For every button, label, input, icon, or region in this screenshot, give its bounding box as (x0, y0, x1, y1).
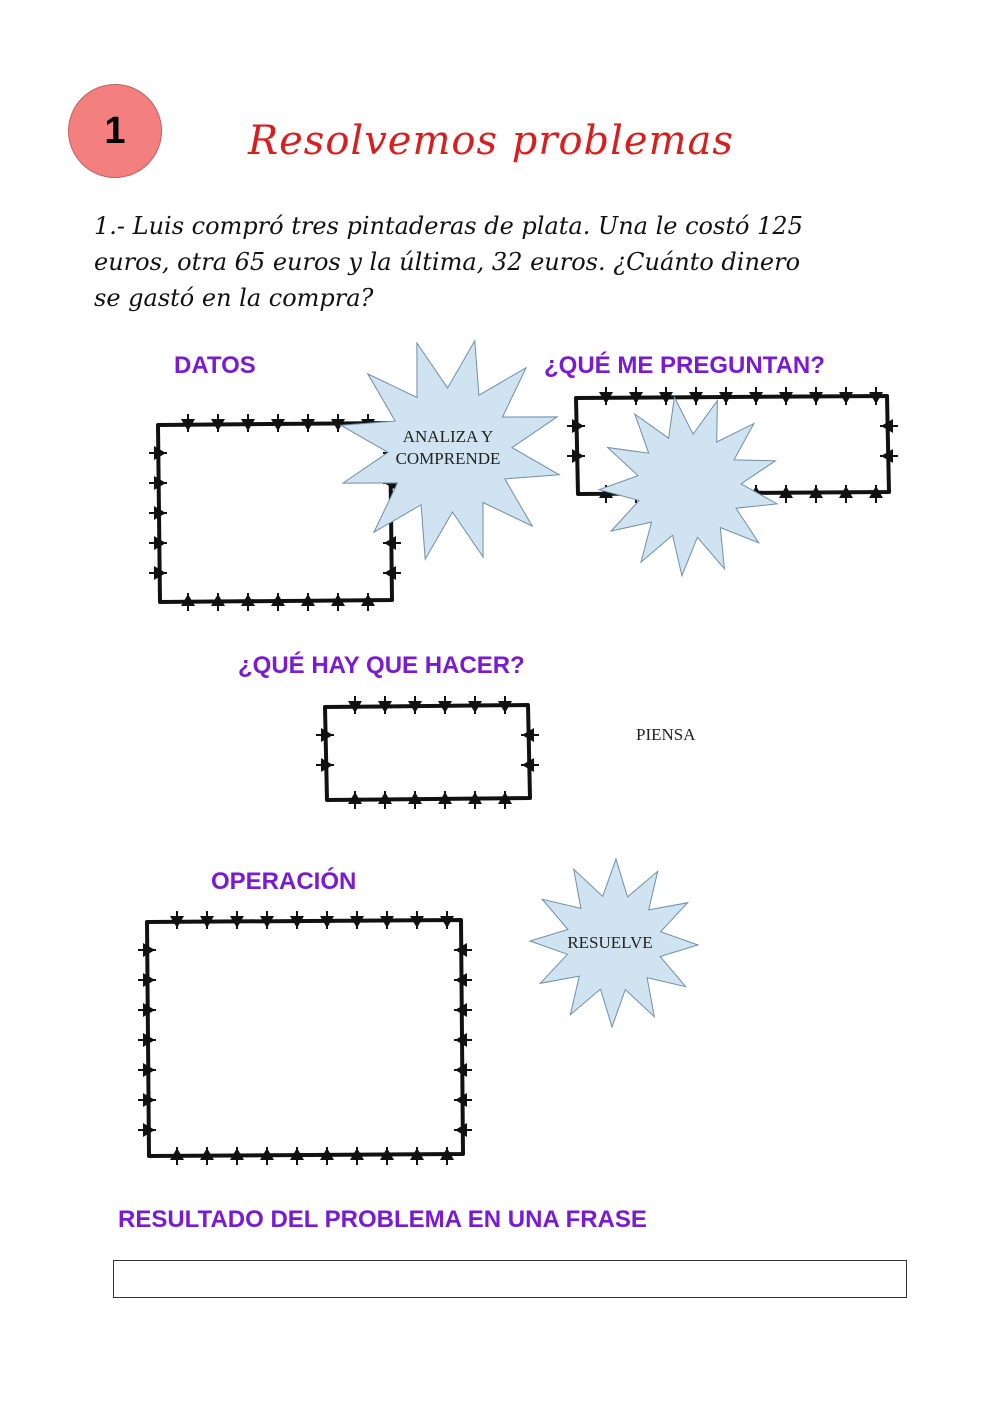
problem-line: euros, otra 65 euros y la última, 32 euros. ¿Cuánto dinero (94, 248, 801, 276)
problem-line: 1.- Luis compró tres pintaderas de plata. Una le costó 125 (94, 212, 803, 240)
problem-number: 1 (104, 109, 126, 152)
frame-border (325, 705, 530, 800)
result-answer-input[interactable] (114, 1261, 906, 1297)
heading-que-me-preguntan: ¿QUÉ ME PREGUNTAN? (544, 352, 825, 379)
page-title: Resolvemos problemas (248, 118, 734, 164)
analiza-label: ANALIZA Y COMPRENDE (395, 427, 501, 468)
hacer-answer-frame[interactable] (305, 685, 550, 820)
piensa-label: PIENSA (636, 725, 696, 744)
frame-border (147, 920, 463, 1156)
result-answer-box[interactable] (113, 1260, 907, 1298)
problem-number-badge (68, 84, 162, 178)
problem-statement (94, 208, 914, 316)
heading-operacion: OPERACIÓN (211, 868, 357, 895)
heading-resultado: RESULTADO DEL PROBLEMA EN UNA FRASE (118, 1206, 647, 1233)
resuelve-label: RESUELVE (567, 933, 653, 952)
problem-line: se gastó en la compra? (94, 284, 374, 312)
heading-que-hay-que-hacer: ¿QUÉ HAY QUE HACER? (238, 652, 525, 679)
pregunta-starburst-shape (594, 398, 784, 573)
operacion-answer-frame[interactable] (125, 898, 485, 1178)
heading-datos: DATOS (174, 352, 256, 379)
